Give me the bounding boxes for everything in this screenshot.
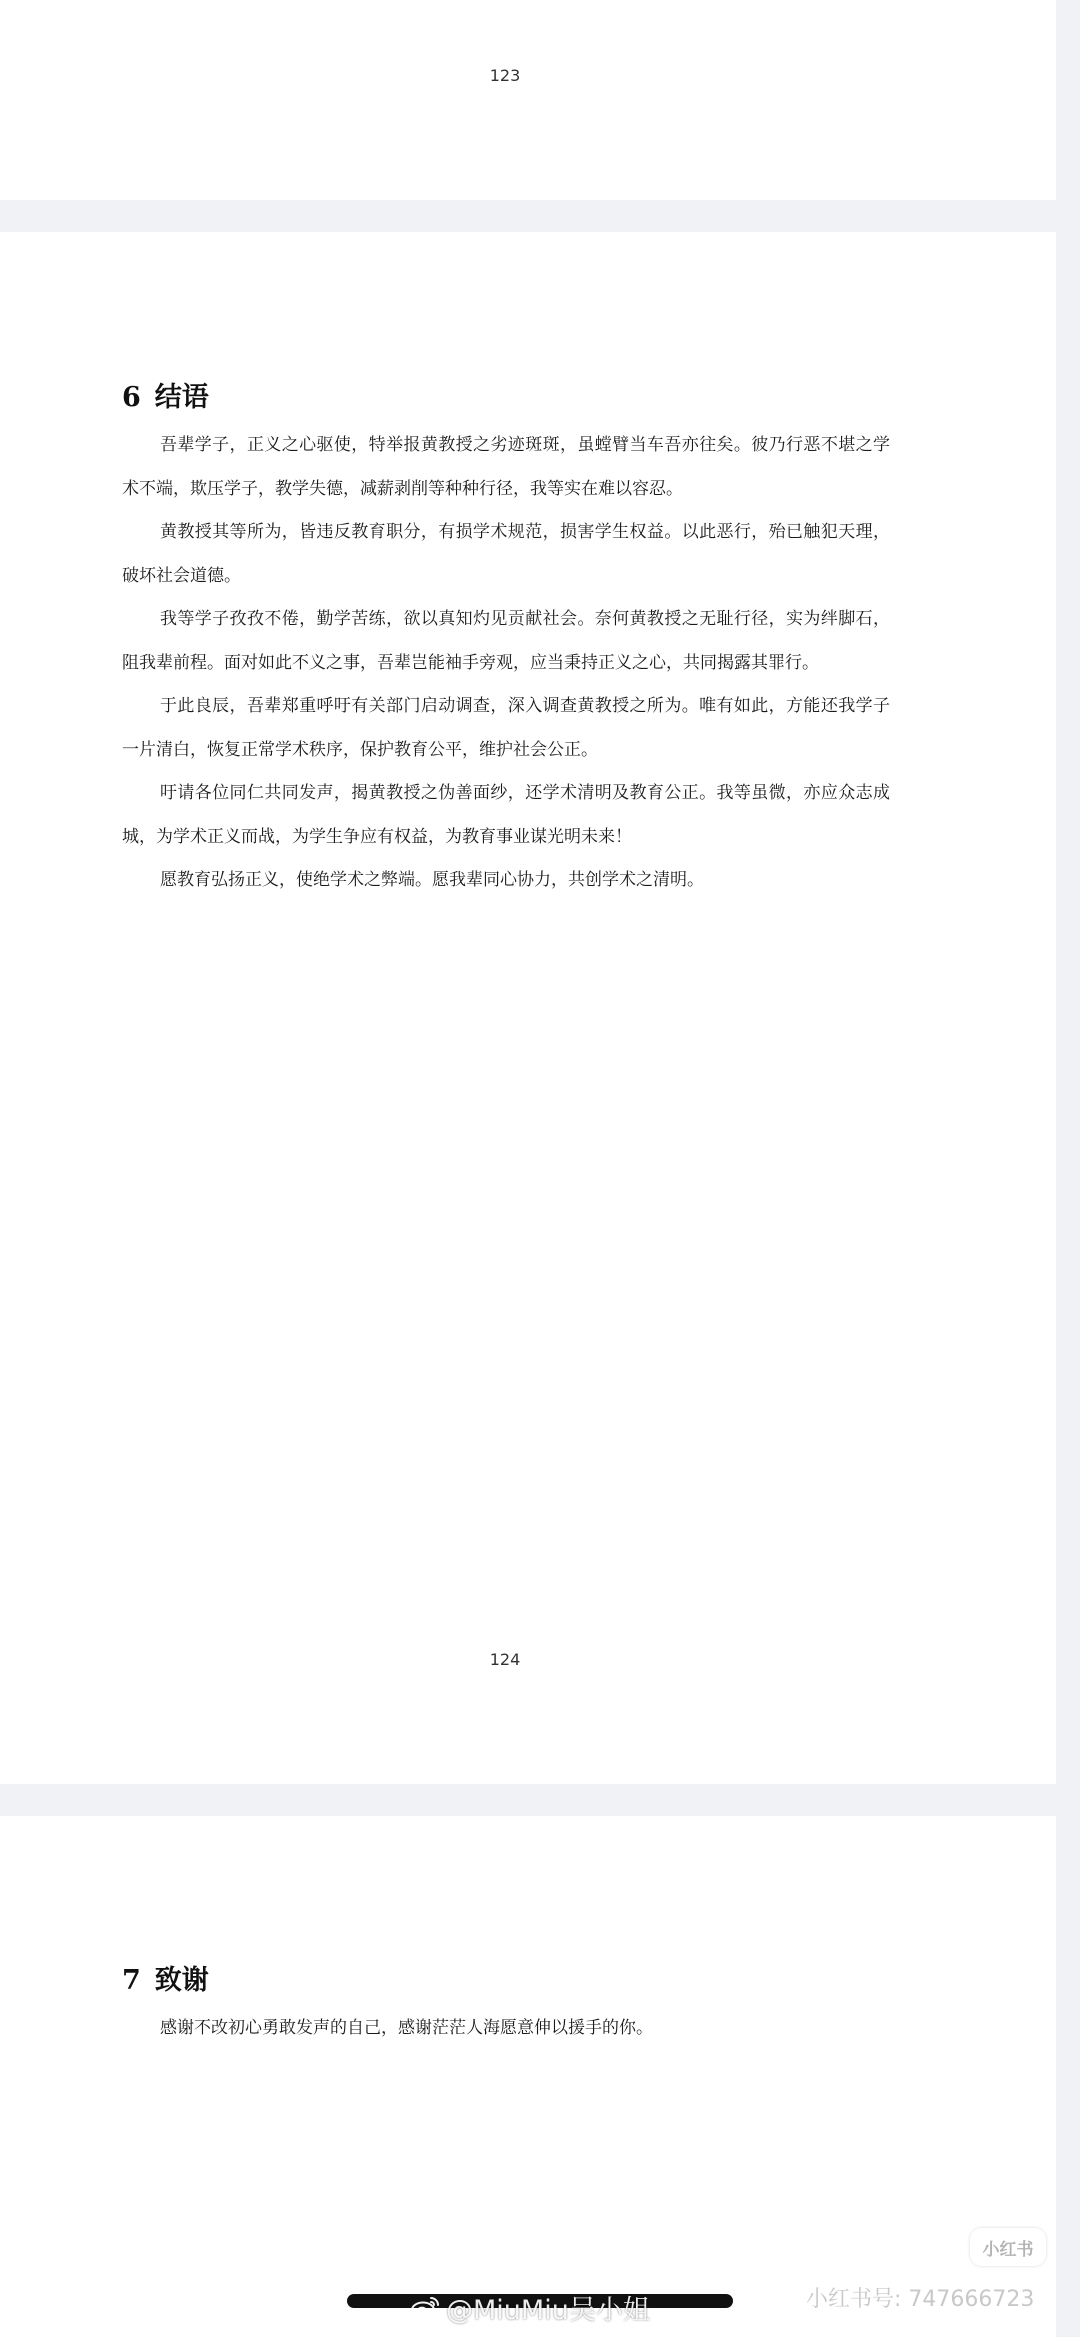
page-number: 124 (489, 1650, 521, 1669)
paragraph: 黄教授其等所为，皆违反教育职分，有损学术规范，损害学生权益。以此恶行，殆已触犯天理，破坏社会道德。 (122, 522, 890, 586)
paragraph: 于此良辰，吾辈郑重呼吁有关部门启动调查，深入调查黄教授之所为。唯有如此，方能还我学子一片清白，恢复正常学术秩序，保护教育公平，维护社会公正。 (122, 696, 890, 760)
section-number: 7 (122, 1965, 141, 1996)
document-page-125 (0, 1816, 1056, 2337)
weibo-handle: @MiuMiu吴小姐 (446, 2294, 650, 2326)
section-body (122, 424, 890, 903)
section-title: 结语 (154, 382, 209, 413)
document-page-124 (0, 232, 1056, 1784)
xiaohongshu-logo-watermark (970, 2228, 1046, 2266)
section-body (122, 2007, 890, 2051)
page-number: 123 (489, 66, 521, 85)
section-heading-acknowledgements (122, 1958, 209, 1997)
paragraph: 愿教育弘扬正义，使绝学术之弊端。愿我辈同心协力，共创学术之清明。 (160, 870, 704, 890)
section-heading-conclusion (122, 375, 209, 414)
paragraph: 吾辈学子，正义之心驱使，特举报黄教授之劣迹斑斑，虽螳臂当车吾亦往矣。彼乃行恶不堪之学术不端，欺压学子，教学失德，减薪剥削等种种行径，我等实在难以容忍。 (122, 435, 890, 499)
weibo-icon (410, 2295, 440, 2319)
document-page-123 (0, 0, 1056, 200)
section-number: 6 (122, 382, 141, 413)
section-title: 致谢 (154, 1965, 209, 1996)
paragraph: 感谢不改初心勇敢发声的自己，感谢茫茫人海愿意伸以援手的你。 (160, 2018, 653, 2038)
paragraph: 吁请各位同仁共同发声，揭黄教授之伪善面纱，还学术清明及教育公正。我等虽微，亦应众志成城，为学术正义而战，为学生争应有权益，为教育事业谋光明未来！ (122, 783, 890, 847)
weibo-watermark (410, 2292, 650, 2326)
xiaohongshu-id-watermark: 小红书号: 747666723 (806, 2287, 1035, 2312)
xiaohongshu-logo-text: 小红书 (982, 2239, 1034, 2260)
paragraph: 我等学子孜孜不倦，勤学苦练，欲以真知灼见贡献社会。奈何黄教授之无耻行径，实为绊脚石，阻我辈前程。面对如此不义之事，吾辈岂能袖手旁观，应当秉持正义之心，共同揭露其罪行。 (122, 609, 890, 673)
